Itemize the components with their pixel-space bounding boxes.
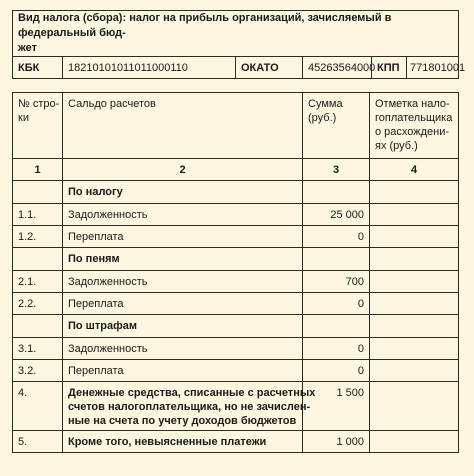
col-header-balance: Сальдо расчетов — [63, 93, 303, 159]
col-header-note-line4: ях (руб.) — [375, 140, 418, 152]
tax-type-title — [13, 11, 459, 57]
okato-value: 45263564000 — [303, 57, 372, 79]
row-number: 2.1. — [13, 271, 63, 293]
row-number: 1.2. — [13, 226, 63, 248]
col-header-note-line1: Отметка нало- — [375, 98, 450, 110]
row-note — [370, 271, 459, 293]
column-number: 3 — [303, 159, 370, 181]
row-amount: 0 — [303, 226, 370, 248]
column-number: 4 — [370, 159, 459, 181]
table-row — [13, 293, 459, 315]
table-row-written-off-funds — [13, 382, 459, 431]
row-amount: 0 — [303, 360, 370, 382]
section-label: По налогу — [63, 181, 303, 204]
row-number: 2.2. — [13, 293, 63, 315]
row-amount: 1 500 — [303, 382, 370, 431]
col-header-row-number-line2: ки — [18, 112, 29, 124]
row-label: Задолженность — [63, 271, 303, 293]
row-label-line3: ные на счета по учету доходов бюджетов — [68, 415, 297, 427]
row-note — [370, 338, 459, 360]
col-header-amount-line1: Сумма — [308, 98, 343, 110]
settlement-balance-table — [12, 92, 459, 453]
row-number: 4. — [13, 382, 63, 431]
section-row-fines — [13, 315, 459, 338]
col-header-amount — [303, 93, 370, 159]
row-amount: 0 — [303, 338, 370, 360]
row-note — [370, 226, 459, 248]
section-row-tax — [13, 181, 459, 204]
row-label: Задолженность — [63, 204, 303, 226]
row-amount: 700 — [303, 271, 370, 293]
table-row — [13, 271, 459, 293]
table-row — [13, 338, 459, 360]
kbk-label: КБК — [13, 57, 63, 79]
row-label: Задолженность — [63, 338, 303, 360]
row-note — [370, 360, 459, 382]
row-label: Кроме того, невыясненные платежи — [63, 431, 303, 453]
row-label-line1: Денежные средства, списанные с расчетных — [68, 387, 316, 399]
section-row-penalties — [13, 248, 459, 271]
section-label: По пеням — [63, 248, 303, 271]
tax-type-title-line1: Вид налога (сбора): налог на прибыль организаций, зачисляемый в федеральный бюд- — [18, 12, 392, 39]
table-row — [13, 226, 459, 248]
row-label: Переплата — [63, 226, 303, 248]
col-header-row-number — [13, 93, 63, 159]
col-header-discrepancy-note — [370, 93, 459, 159]
table-row — [13, 360, 459, 382]
row-number: 3.1. — [13, 338, 63, 360]
table-row-unclear-payments — [13, 431, 459, 453]
okato-label: ОКАТО — [236, 57, 303, 79]
col-header-note-line3: о расхождени- — [375, 126, 450, 138]
row-label: Переплата — [63, 293, 303, 315]
row-note — [370, 293, 459, 315]
col-header-note-line2: гоплательщика — [375, 112, 453, 124]
row-amount: 25 000 — [303, 204, 370, 226]
row-amount: 0 — [303, 293, 370, 315]
column-number: 2 — [63, 159, 303, 181]
kbk-value: 18210101011011000110 — [63, 57, 236, 79]
row-label-line2: счетов налогоплательщика, но не зачислен- — [68, 401, 311, 413]
tax-type-title-line2: жет — [18, 42, 38, 54]
kpp-value: 771801001 — [407, 57, 459, 79]
col-header-row-number-line1: № стро- — [18, 98, 60, 110]
tax-header-table — [12, 10, 466, 79]
row-number: 5. — [13, 431, 63, 453]
section-label: По штрафам — [63, 315, 303, 338]
table-row — [13, 204, 459, 226]
row-note — [370, 204, 459, 226]
row-note — [370, 382, 459, 431]
column-number-row — [13, 159, 459, 181]
row-note — [370, 431, 459, 453]
row-number: 1.1. — [13, 204, 63, 226]
kpp-label: КПП — [372, 57, 407, 79]
row-label — [63, 382, 316, 431]
row-label: Переплата — [63, 360, 303, 382]
col-header-amount-line2: (руб.) — [308, 112, 337, 124]
table-header-row — [13, 93, 459, 159]
row-number: 3.2. — [13, 360, 63, 382]
column-number: 1 — [13, 159, 63, 181]
row-amount: 1 000 — [303, 431, 370, 453]
